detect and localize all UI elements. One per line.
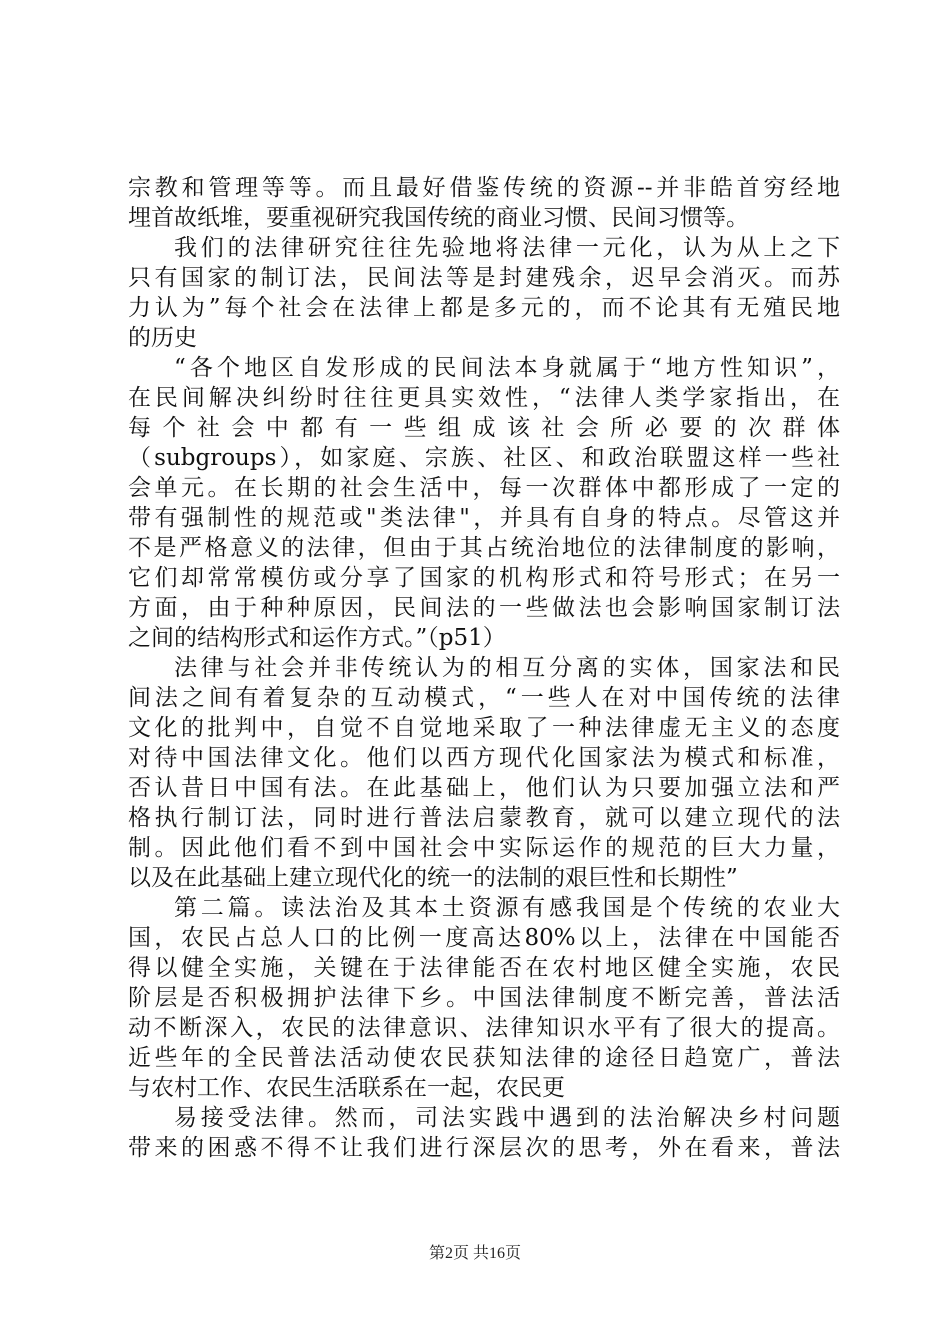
text-line: 在民间解决纠纷时往往更具实效性，“法律人类学家指出，在 — [128, 385, 840, 411]
text-line: 力认为”每个社会在法律上都是多元的，而不论其有无殖民地 — [128, 295, 840, 321]
text-line: 它们却常常模仿或分享了国家的机构形式和符号形式；在另一 — [128, 565, 840, 591]
page-number-footer: 第2页 共16页 — [428, 1245, 521, 1262]
text-line: 埋首故纸堆，要重视研究我国传统的商业习惯、民间习惯等。 — [128, 205, 749, 231]
paragraph-start-line: “各个地区自发形成的民间法本身就属于“地方性知识”， — [174, 355, 840, 381]
paragraph-start-line: 我们的法律研究往往先验地将法律一元化，认为从上之下 — [174, 235, 840, 261]
text-line: 国，农民占总人口的比例一度高达80%以上，法律在中国能否 — [128, 925, 840, 951]
text-line: 带有强制性的规范或"类法律"，并具有自身的特点。尽管这并 — [128, 505, 840, 531]
text-line: 得以健全实施，关键在于法律能否在农村地区健全实施，农民 — [128, 955, 840, 981]
text-line: 对待中国法律文化。他们以西方现代化国家法为模式和标准， — [128, 745, 840, 771]
paragraph-start-line: 第二篇。读法治及其本土资源有感我国是个传统的农业大 — [174, 895, 840, 921]
text-line: 以及在此基础上建立现代化的统一的法制的艰巨性和长期性” — [128, 865, 738, 891]
text-line: 方面，由于种种原因，民间法的一些做法也会影响国家制订法 — [128, 595, 840, 621]
text-line: 阶层是否积极拥护法律下乡。中国法律制度不断完善，普法活 — [128, 985, 840, 1011]
text-line: 与农村工作、农民生活联系在一起，农民更 — [128, 1075, 565, 1101]
text-line: 只有国家的制订法，民间法等是封建残余，迟早会消灭。而苏 — [128, 265, 840, 291]
paragraph-start-line: 易接受法律。然而，司法实践中遇到的法治解决乡村问题 — [174, 1105, 840, 1131]
paragraph-start-line: 法律与社会并非传统认为的相互分离的实体，国家法和民 — [174, 655, 840, 681]
text-line: 之间的结构形式和运作方式。”（p51） — [128, 625, 506, 651]
text-line: 间法之间有着复杂的互动模式，“一些人在对中国传统的法律 — [128, 685, 840, 711]
text-line: 格执行制订法，同时进行普法启蒙教育，就可以建立现代的法 — [128, 805, 840, 831]
text-line: 不是严格意义的法律，但由于其占统治地位的法律制度的影响， — [128, 535, 840, 561]
text-line: 制。因此他们看不到中国社会中实际运作的规范的巨大力量， — [128, 835, 840, 861]
text-line: 的历史 — [128, 325, 197, 351]
text-line: 会单元。在长期的社会生活中，每一次群体中都形成了一定的 — [128, 475, 840, 501]
text-line: 文化的批判中，自觉不自觉地采取了一种法律虚无主义的态度 — [128, 715, 840, 741]
text-line: 近些年的全民普法活动使农民获知法律的途径日趋宽广，普法 — [128, 1045, 840, 1071]
text-line: 动不断深入，农民的法律意识、法律知识水平有了很大的提高。 — [128, 1015, 840, 1041]
text-line: 带来的困惑不得不让我们进行深层次的思考，外在看来，普法 — [128, 1135, 840, 1161]
document-body — [128, 173, 840, 1163]
text-line: 每个社会中都有一些组成该社会所必要的次群体 — [128, 415, 840, 441]
text-line: （subgroups），如家庭、宗族、社区、和政治联盟这样一些社 — [128, 445, 840, 471]
text-line: 否认昔日中国有法。在此基础上，他们认为只要加强立法和严 — [128, 775, 840, 801]
text-line: 宗教和管理等等。而且最好借鉴传统的资源--并非皓首穷经地 — [128, 175, 840, 201]
